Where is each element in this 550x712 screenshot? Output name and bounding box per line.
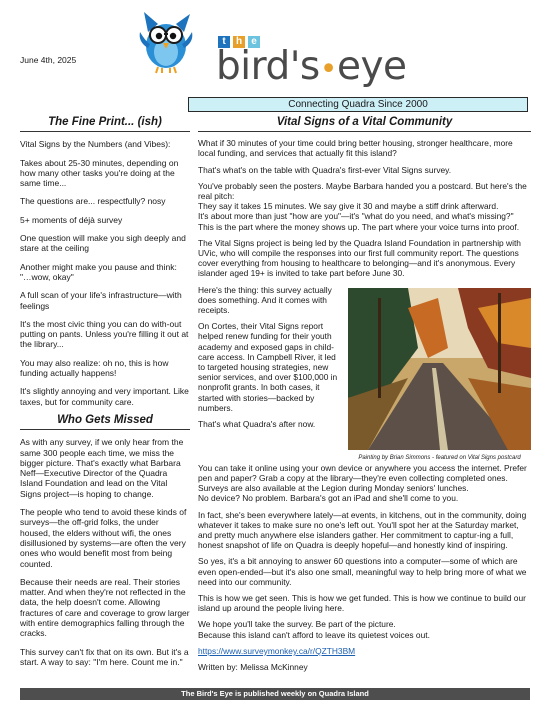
bird-mascot-logo — [136, 2, 196, 74]
article-para: In fact, she's been everywhere lately—at events, in kitchens, out in the community, doing whatever it takes to make sure no one's left out. You'll spot her at the Saturday market, and pretty much anywhere else islanders gather. Her commitment to captur-ing a full, honest snapshot of life on Quadra is deeply hopeful—and honestly kind of inspiring. — [198, 509, 527, 551]
wrap-text-column — [198, 285, 342, 463]
who-gets-missed-para: Because their needs are real. Their stories matter. And when they're not reflected in the data, the help doesn't come. Allowing fractures of care and coverage to grow larger with entire demographics falling through the cracks. — [20, 576, 190, 639]
tagline-banner: Connecting Quadra Since 2000 — [188, 97, 528, 112]
article-para: On Cortes, their Vital Signs report helped renew funding for their youth academy and exposed gaps in child-care access. In Campbell River, it led to targeted housing strategies, new senior services, and over $100,000 in nonprofit grants. In both cases, it started with stories—backed by numbers. — [198, 321, 338, 413]
who-gets-missed-para: This survey can't fix that on its own. But it's a start. A way to say: "I'm here. Count me in." — [20, 646, 189, 667]
masthead-word-eye: eye — [336, 44, 407, 89]
byline: Written by: Melissa McKinney — [198, 662, 308, 673]
article-para: That's what's on the table with Quadra's first-ever Vital Signs survey. — [198, 164, 452, 175]
article-para: The Vital Signs project is being led by the Quadra Island Foundation in partnership with UVic, who will compile the responses into our first full community report. The questions cover everything from housing to healthcare to belonging—and it's anonymous. Every islander aged 19+ is invited to take part before June 30. — [198, 237, 521, 279]
fine-print-item: 5+ moments of déjà survey — [20, 214, 123, 225]
article-para: That's what Quadra's after now. — [198, 419, 316, 430]
logo-letter-e: e — [248, 36, 260, 48]
fine-print-item: You may also realize: oh no, this is how funding actually happens! — [20, 357, 169, 379]
road-painting-image — [348, 288, 531, 450]
article-para: This is how we get seen. This is how we get funded. This is how we continue to build our island up around the people living here. — [198, 593, 526, 614]
fine-print-item: One question will make you sigh deeply and stare at the ceiling — [20, 233, 186, 254]
fine-print-item: It's the most civic thing you can do with-out putting on pants. Unless you're filling it out at the library... — [20, 318, 189, 350]
painting-figure — [348, 288, 531, 463]
who-gets-missed-heading: Who Gets Missed — [20, 415, 190, 430]
fine-print-item: Another might make you pause and think: "…wow, okay" — [20, 261, 177, 282]
article-wrap-section — [198, 285, 531, 463]
who-gets-missed-para: The people who tend to avoid these kinds of surveys—the off-grid folks, the under housed, the elders without wifi, the ones disillusioned by systems—are often the very ones who would benefit most from being counted. — [20, 507, 187, 569]
article-para: What if 30 minutes of your time could bring better housing, stronger healthcare, more local funding, and services that actually fit this island? — [198, 138, 513, 159]
left-column — [20, 117, 190, 675]
masthead-dot: • — [319, 52, 337, 87]
survey-link[interactable]: https://www.surveymonkey.ca/r/QZTH3BM — [198, 645, 356, 656]
who-gets-missed-para: As with any survey, if we only hear from the same 300 people each time, we miss the bigger picture. That's exactly what Barbara Neff—Executive Director of the Quadra Island Foundation and lead on the Vital Signs project—is hoping to change. — [20, 437, 184, 499]
fine-print-item: The questions are... respectfully? nosy — [20, 196, 166, 207]
article-para: So yes, it's a bit annoying to answer 60 questions into a computer—some of which are even open-ended—but it's also one small, meaningful way to help bring more of what we need into our community. — [198, 556, 527, 587]
fine-print-item: Vital Signs by the Numbers (and Vibes): — [20, 139, 171, 150]
issue-date: June 4th, 2025 — [20, 55, 77, 65]
article-para: Here's the thing: this survey actually does something. And it comes with receipts. — [198, 284, 332, 316]
fine-print-item: A full scan of your life's infrastructure—with feelings — [20, 290, 182, 311]
painting-caption: Painting by Brian Simmons - featured on Vital Signs postcard — [358, 454, 521, 461]
article-para: You've probably seen the posters. Maybe Barbara handed you a postcard. But here's the real pitch: They say it takes 15 minutes. We say give it 30 and maybe a stiff drink afterward. It's about more than just "how are you"—it's "what do you need, and what's missing?" This is the part where the money shows up. The part where your voice turns into proof. — [198, 180, 527, 232]
fine-print-item: Takes about 25-30 minutes, depending on how many other tasks you're doing at the same time... — [20, 157, 179, 189]
fine-print-item: It's slightly annoying and very important. Like taxes, but for community care. — [20, 386, 189, 407]
fine-print-heading: The Fine Print... (ish) — [20, 117, 190, 132]
article-para: You can take it online using your own device or anywhere you access the internet. Prefer pen and paper? Grab a copy at the library—they're even collecting completed ones. Surveys are also available at the Legion during Monday seniors' lunches. No device? No problem. Barbara's got an iPad and she'll come to you. — [198, 462, 527, 504]
article-para: We hope you'll take the survey. Be part of the picture. Because this island can't afford to leave its quietest voices out. — [198, 619, 430, 640]
logo-letter-t: t — [218, 36, 230, 48]
footer-bar: The Bird's Eye is published weekly on Quadra Island — [20, 688, 530, 700]
logo-letter-h: h — [233, 36, 245, 48]
masthead-word-birds: bird's — [216, 44, 320, 89]
right-column — [198, 117, 531, 678]
article-heading: Vital Signs of a Vital Community — [198, 117, 531, 132]
masthead-title — [216, 44, 407, 93]
